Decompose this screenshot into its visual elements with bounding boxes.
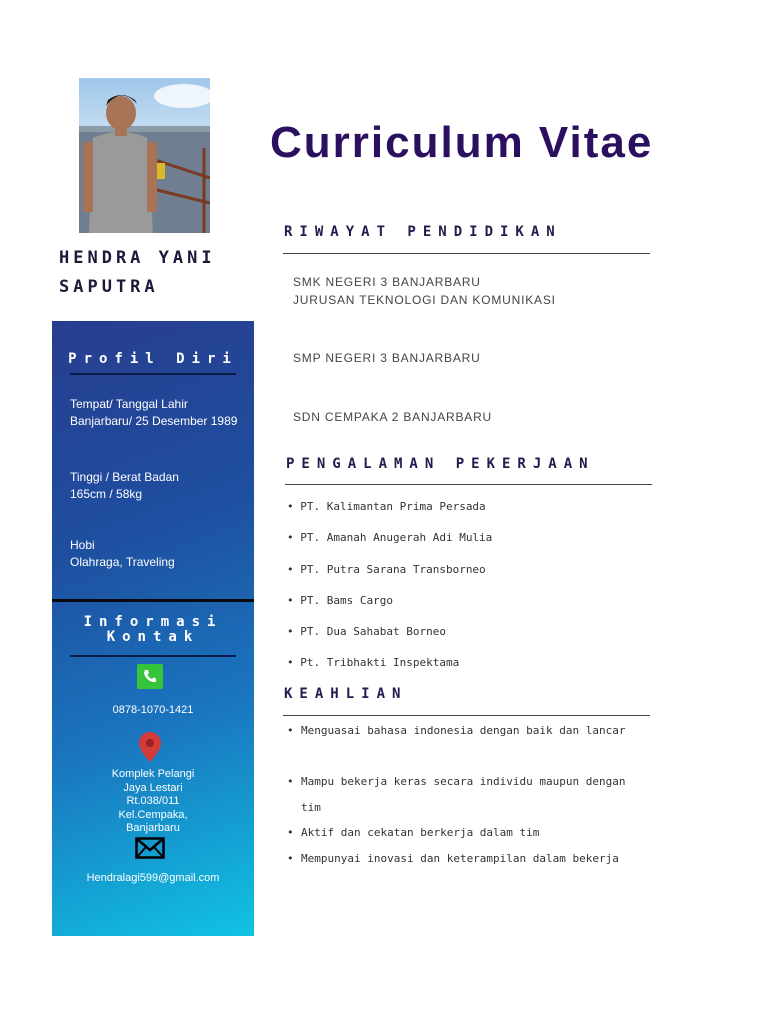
address-line: Komplek Pelangi bbox=[111, 768, 195, 780]
skill-text: Mampu bekerja keras secara individu maupun dengan tim bbox=[301, 775, 626, 814]
skills-heading: KEAHLIAN bbox=[284, 686, 408, 702]
skill-item bbox=[287, 769, 646, 821]
envelope-icon bbox=[135, 837, 165, 863]
address-line: Jaya Lestari bbox=[123, 781, 183, 794]
person-name bbox=[59, 244, 259, 302]
experience-heading: PENGALAMAN PEKERJAAN bbox=[286, 456, 595, 472]
hobby-info bbox=[70, 537, 245, 571]
experience-company: Pt. Tribhakti Inspektama bbox=[300, 656, 460, 669]
phone-number: 0878-1070-1421 bbox=[112, 704, 194, 716]
education-rule bbox=[283, 253, 650, 254]
education-item bbox=[293, 273, 556, 309]
bullet: • bbox=[287, 724, 294, 737]
skill-text: Menguasai bahasa indonesia dengan baik dan lancar bbox=[301, 724, 626, 737]
profile-photo bbox=[79, 78, 210, 233]
person-name-line2: SAPUTRA bbox=[59, 277, 159, 297]
profile-heading: Profil Diri bbox=[68, 351, 238, 367]
contact-heading-line2: Kontak bbox=[106, 629, 200, 645]
experience-item: • Pt. Tribhakti Inspektama bbox=[287, 656, 460, 669]
birth-label: Tempat/ Tanggal Lahir bbox=[70, 397, 188, 411]
education-item bbox=[293, 349, 481, 367]
location-pin-icon bbox=[139, 732, 161, 766]
body-info bbox=[70, 469, 245, 503]
education-heading: RIWAYAT PENDIDIKAN bbox=[284, 224, 562, 240]
hobby-value: Olahraga, Traveling bbox=[70, 555, 175, 569]
birth-value: Banjarbaru/ 25 Desember 1989 bbox=[70, 414, 238, 428]
experience-company: PT. Dua Sahabat Borneo bbox=[300, 625, 446, 638]
hobby-label: Hobi bbox=[70, 538, 95, 552]
address bbox=[52, 768, 254, 836]
skills-rule bbox=[283, 715, 650, 716]
experience-item: • PT. Dua Sahabat Borneo bbox=[287, 625, 446, 638]
experience-rule bbox=[285, 484, 652, 485]
skill-text: Aktif dan cekatan berkerja dalam tim bbox=[301, 826, 540, 839]
body-label: Tinggi / Berat Badan bbox=[70, 470, 179, 484]
sidebar-divider bbox=[52, 599, 254, 602]
skill-text: Mempunyai inovasi dan keterampilan dalam bekerja bbox=[301, 852, 619, 865]
experience-company: PT. Amanah Anugerah Adi Mulia bbox=[300, 531, 493, 544]
experience-company: PT. Bams Cargo bbox=[300, 594, 393, 607]
email: Hendralagi599@gmail.com bbox=[86, 872, 220, 884]
experience-item: • PT. Kalimantan Prima Persada bbox=[287, 500, 486, 513]
contact-heading bbox=[52, 615, 254, 645]
address-line: Rt.038/011 bbox=[126, 795, 180, 807]
address-line: Kel.Cempaka, bbox=[118, 808, 188, 821]
experience-company: PT. Kalimantan Prima Persada bbox=[300, 500, 486, 513]
body-value: 165cm / 58kg bbox=[70, 487, 143, 501]
experience-item: • PT. Amanah Anugerah Adi Mulia bbox=[287, 531, 493, 544]
bullet: • bbox=[287, 852, 294, 865]
skill-item bbox=[287, 820, 646, 846]
profile-rule bbox=[70, 373, 236, 375]
bullet: • bbox=[287, 775, 294, 788]
experience-item: • PT. Putra Sarana Transborneo bbox=[287, 563, 486, 576]
contact-rule bbox=[70, 655, 236, 657]
education-school: SMP NEGERI 3 BANJARBARU bbox=[293, 351, 481, 365]
birth-info bbox=[70, 396, 245, 430]
skill-item bbox=[287, 846, 646, 872]
education-item bbox=[293, 408, 492, 426]
experience-item: • PT. Bams Cargo bbox=[287, 594, 393, 607]
address-line: Banjarbaru bbox=[126, 822, 180, 834]
education-school: SDN CEMPAKA 2 BANJARBARU bbox=[293, 410, 493, 424]
education-school: SMK NEGERI 3 BANJARBARU bbox=[293, 275, 481, 289]
bullet: • bbox=[287, 826, 294, 839]
skill-item bbox=[287, 718, 646, 744]
sidebar bbox=[52, 321, 254, 936]
page-title: Curriculum Vitae bbox=[270, 118, 654, 167]
contact-heading-line1: Informasi bbox=[83, 614, 223, 630]
experience-company: PT. Putra Sarana Transborneo bbox=[300, 563, 486, 576]
person-name-line1: HENDRA YANI bbox=[59, 248, 216, 268]
phone-icon bbox=[137, 664, 163, 693]
education-major: JURUSAN TEKNOLOGI DAN KOMUNIKASI bbox=[293, 293, 556, 307]
